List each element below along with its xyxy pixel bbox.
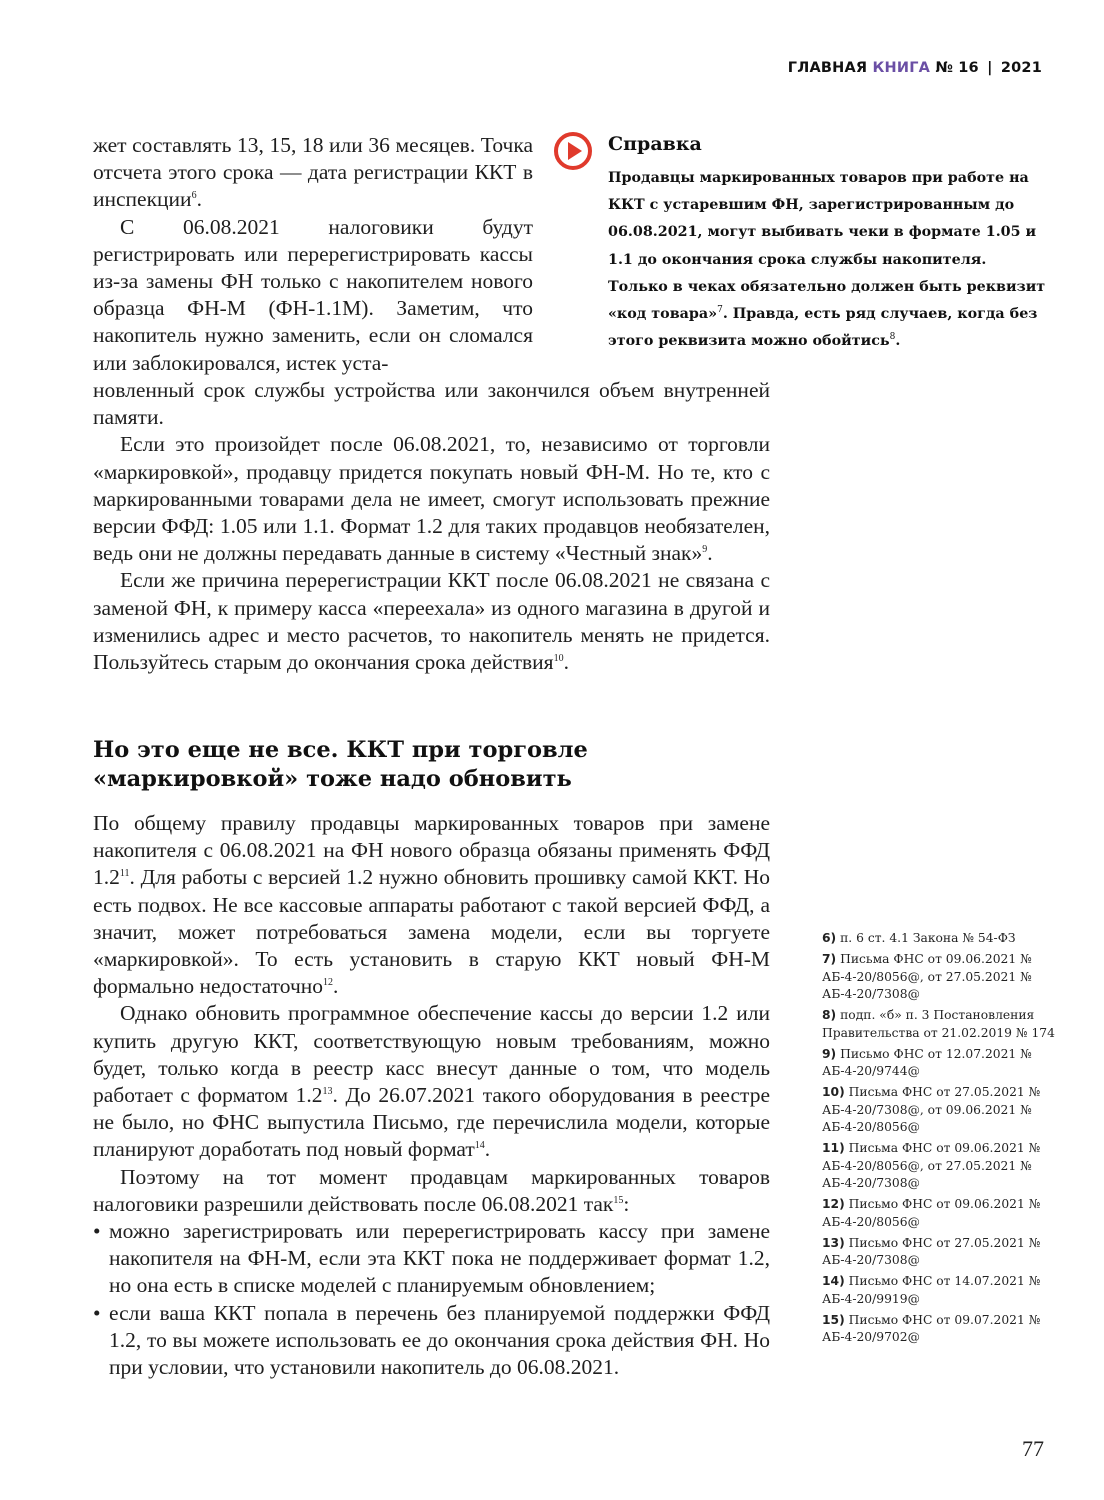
footnote-ref[interactable]: 15: [613, 1194, 624, 1206]
paragraph: новленный срок службы устройства или закончился объем внутренней памяти.: [93, 378, 770, 430]
footnote: 10) Письма ФНС от 27.05.2021 № АБ-4-20/7308@, от 09.06.2021 № АБ-4-20/8056@: [822, 1085, 1041, 1134]
magazine-name-accent: КНИГА: [872, 60, 931, 76]
footnote: 11) Письма ФНС от 09.06.2021 № АБ-4-20/8056@, от 27.05.2021 № АБ-4-20/7308@: [822, 1141, 1041, 1190]
bullet-list: [93, 1218, 770, 1381]
issue-number: № 16: [935, 60, 979, 76]
callout-body: Продавцы маркированных товаров при работе на ККТ с устаревшим ФН, зарегистрированным до 06.08.2021, могут выбивать чеки в формате 1.05 и 1.1 до окончания срока службы накопителя. Только в чеках обязательно должен быть реквизит «код товара»$^7$. Правда, есть ряд случаев, когда без этого реквизита можно обойтись$^8$.: [608, 170, 1046, 350]
footnote-ref[interactable]: 7: [717, 305, 723, 316]
footnote: 12) Письмо ФНС от 09.06.2021 № АБ-4-20/8056@: [822, 1197, 1041, 1229]
footnote: 7) Письма ФНС от 09.06.2021 № АБ-4-20/8056@, от 27.05.2021 № АБ-4-20/7308@: [822, 952, 1032, 1001]
paragraph: По общему правилу продавцы маркированных товаров при замене накопителя с 06.08.2021 на ФН нового образца обязаны применять ФФД $1.2^{11}$. Для работы с версией 1.2 нужно обновить прошивку самой ККТ. Но есть подвох. Не все кассовые аппараты работают с такой версией ФФД, а значит, может потребоваться замена модели, если вы торгуете «маркировкой». То есть установить в старую ККТ новый ФН-М формально недостаточно$^{12}$.: [93, 811, 770, 999]
footnote-ref[interactable]: 11: [119, 868, 130, 880]
footnote-ref[interactable]: 13: [322, 1086, 333, 1098]
paragraph: Однако обновить программное обеспечение кассы до версии 1.2 или купить другую ККТ, соответствующую новым требованиям, можно будет, только когда в реестр касс внесут данные о том, что модель работает с форматом $1.2^{13}$. До 26.07.2021 такого оборудования в реестре не было, но ФНС выпустила Письмо, где перечислила модели, которые планируют доработать под новый формат$^{14}$.: [93, 1001, 770, 1162]
footnote-ref[interactable]: 6: [191, 190, 197, 202]
list-item: • если ваша ККТ попала в перечень без планируемой поддержки ФФД 1.2, то вы можете использовать ее до окончания срока действия ФН. Но при условии, что установили накопитель до 06.08.2021.: [93, 1300, 770, 1382]
callout-title: Справка: [608, 133, 702, 155]
paragraph: Если же причина перерегистрации ККТ после 06.08.2021 не связана с заменой ФН, к примеру касса «переехала» из одного магазина в другой и изменились адрес и место расчетов, то накопитель менять не придется. Пользуйтесь старым до окончания срока действия$^{10}$.: [93, 568, 770, 675]
paragraph: Поэтому на тот момент продавцам маркированных товаров налоговики разрешили действовать после 06.08.2021 так$^{15}$:: [93, 1164, 770, 1216]
footnote-ref[interactable]: 9: [702, 544, 708, 556]
footnote: 8) подп. «б» п. 3 Постановления Правительства от 21.02.2019 № 174: [822, 1008, 1055, 1040]
footnote: 14) Письмо ФНС от 14.07.2021 № АБ-4-20/9919@: [822, 1274, 1041, 1306]
play-circle-icon: [553, 131, 593, 171]
footnote: 9) Письмо ФНС от 12.07.2021 № АБ-4-20/9744@: [822, 1046, 1032, 1078]
footnote-ref[interactable]: 10: [553, 653, 564, 665]
article-column-wide: [93, 377, 770, 676]
footnotes: [822, 930, 1062, 1350]
footnote: 6) п. 6 ст. 4.1 Закона № 54-ФЗ: [822, 931, 1016, 945]
running-head: [788, 60, 1042, 76]
page-number: 77: [1022, 1436, 1044, 1461]
list-item: • можно зарегистрировать или перерегистрировать кассу при замене накопителя на ФН-М, если эта ККТ пока не поддерживает формат 1.2, но она есть в списке моделей с планируемым обновлением;: [93, 1218, 770, 1300]
paragraph: жет составлять 13, 15, 18 или 36 месяцев. Точка отсчета этого срока — дата регистрации ККТ в инспекции$^6$.: [93, 133, 533, 212]
footnote: 13) Письмо ФНС от 27.05.2021 № АБ-4-20/7308@: [822, 1235, 1041, 1267]
footnote-ref[interactable]: 14: [474, 1140, 485, 1152]
separator: |: [987, 60, 993, 76]
section-heading: Но это еще не все. ККТ при торговле «маркировкой» тоже надо обновить: [93, 737, 588, 792]
footnote-ref[interactable]: 12: [323, 977, 334, 989]
article-column-bottom: [93, 810, 770, 1381]
issue-year: 2021: [1000, 60, 1042, 76]
magazine-name: ГЛАВНАЯ: [787, 60, 868, 76]
footnote-ref[interactable]: 8: [889, 332, 896, 343]
article-column-top: [93, 132, 533, 377]
paragraph: С 06.08.2021 налоговики будут регистрировать или перерегистрировать кассы из-за замены ФН только с накопителем нового образца ФН-М (ФН-1.1М). Заметим, что накопитель нужно заменить, если он сломался или заблокировался, истек уста-: [93, 214, 533, 375]
paragraph: Если это произойдет после 06.08.2021, то, независимо от торговли «маркировкой», продавцу придется покупать новый ФН-М. Но те, кто с маркированными товарами дела не имеет, смогут использовать прежние версии ФФД: 1.05 или 1.1. Формат 1.2 для таких продавцов необязателен, ведь они не должны передавать данные в систему «Честный знак»$^9$.: [93, 432, 770, 566]
footnote: 15) Письмо ФНС от 09.07.2021 № АБ-4-20/9702@: [822, 1312, 1041, 1344]
